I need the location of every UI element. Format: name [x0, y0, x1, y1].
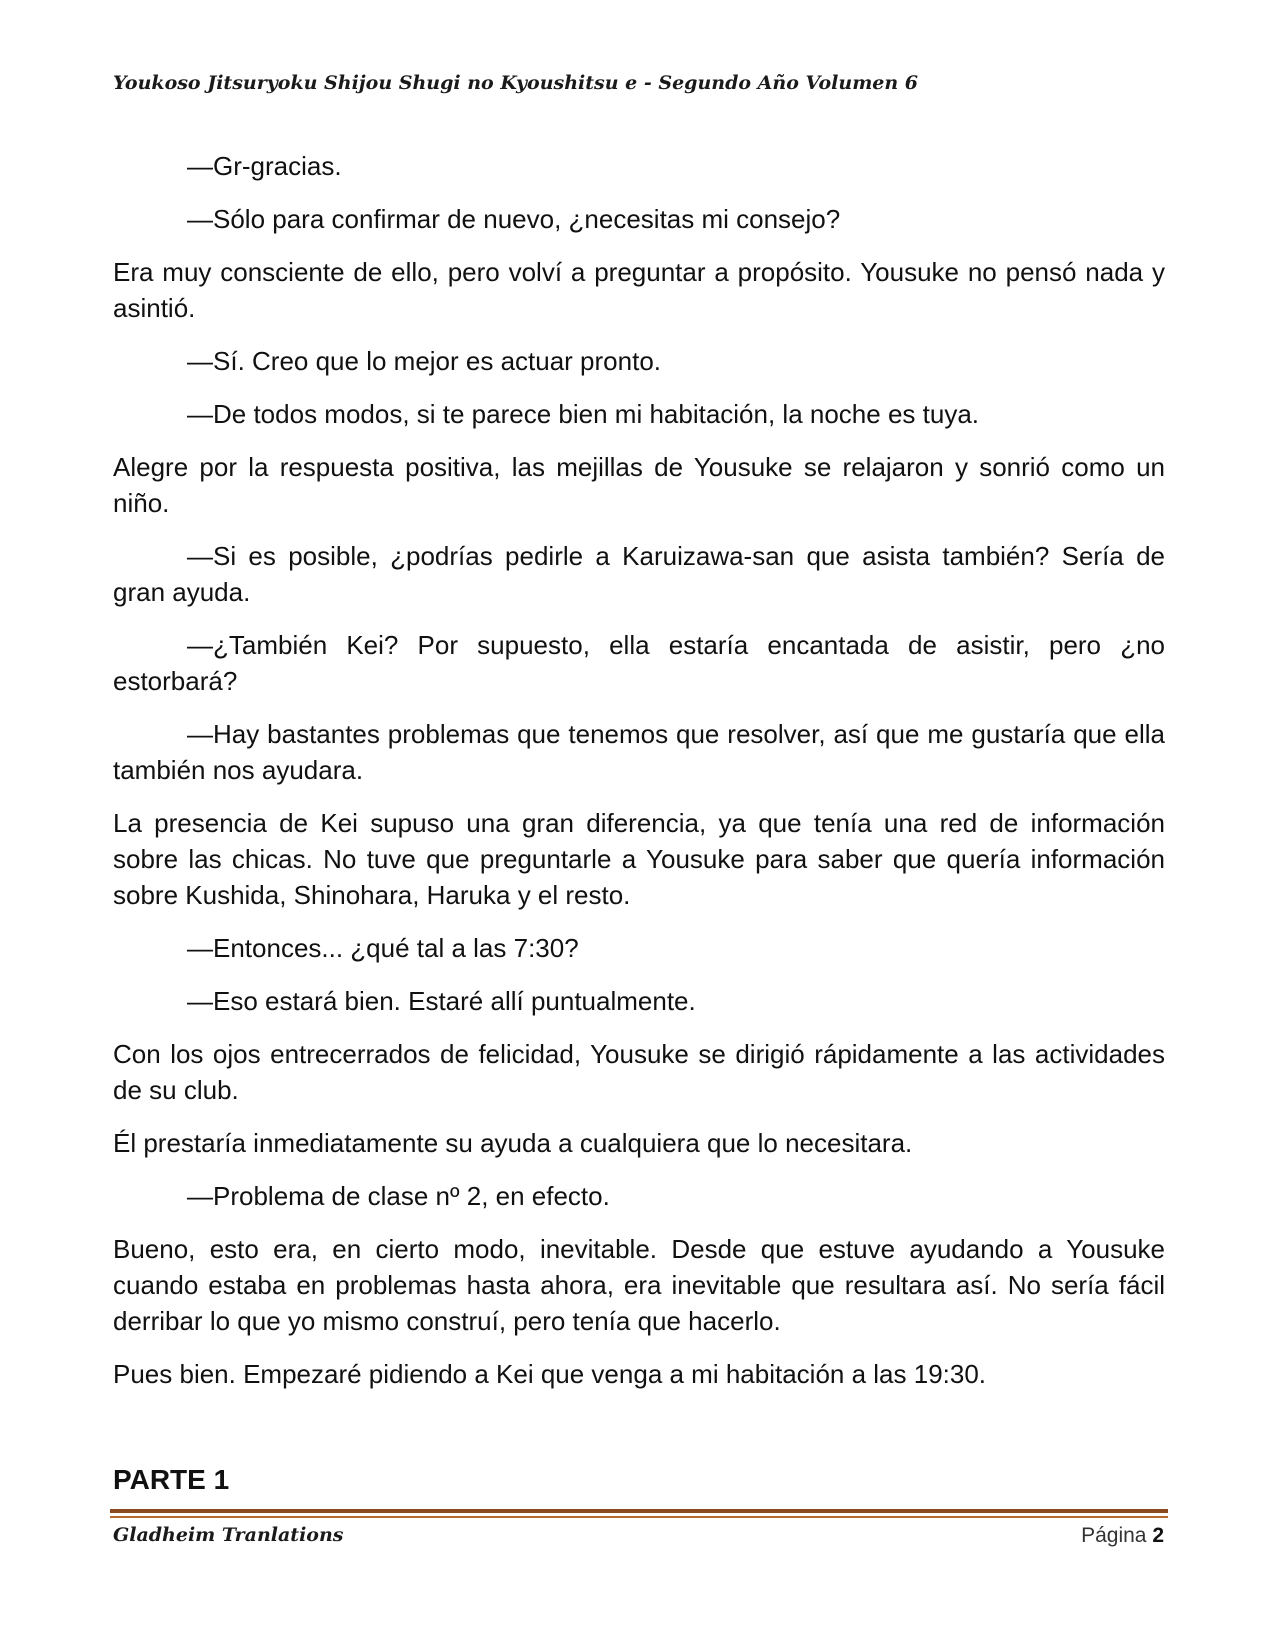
- section-heading: PARTE 1: [113, 1464, 230, 1495]
- paragraph-dialog: —Sí. Creo que lo mejor es actuar pronto.: [187, 346, 662, 376]
- footer-divider-thin: [110, 1516, 1168, 1518]
- paragraph-dialog: —Gr-gracias.: [187, 151, 342, 181]
- paragraph-dialog: —Hay bastantes problemas que tenemos que resolver, así que me gustaría que ella también nos ayudara.: [113, 719, 1165, 785]
- paragraph-narration: Alegre por la respuesta positiva, las mejillas de Yousuke se relajaron y sonrió como un niño.: [113, 452, 1165, 518]
- paragraph-dialog: —¿También Kei? Por supuesto, ella estaría encantada de asistir, pero ¿no estorbará?: [113, 630, 1165, 696]
- paragraph-dialog: —Eso estará bien. Estaré allí puntualmente.: [187, 986, 696, 1016]
- body-text: [113, 148, 1165, 1409]
- page-label: Página: [1081, 1524, 1147, 1547]
- paragraph-dialog: —Problema de clase nº 2, en efecto.: [187, 1181, 610, 1211]
- footer-divider-thick: [110, 1509, 1168, 1513]
- page-number: 2: [1152, 1524, 1164, 1547]
- paragraph-dialog: —De todos modos, si te parece bien mi habitación, la noche es tuya.: [187, 399, 979, 429]
- paragraph-narration: Bueno, esto era, en cierto modo, inevitable. Desde que estuve ayudando a Yousuke cuando estaba en problemas hasta ahora, era inevitable que resultara así. No sería fácil derribar lo que yo mismo construí, pero tenía que hacerlo.: [113, 1234, 1165, 1336]
- paragraph-dialog: —Sólo para confirmar de nuevo, ¿necesitas mi consejo?: [187, 204, 841, 234]
- running-header-title: Youkoso Jitsuryoku Shijou Shugi no Kyoushitsu e - Segundo Año Volumen 6: [113, 72, 919, 94]
- paragraph-dialog: —Si es posible, ¿podrías pedirle a Karuizawa-san que asista también? Sería de gran ayuda.: [113, 541, 1165, 607]
- paragraph-dialog: —Entonces... ¿qué tal a las 7:30?: [187, 933, 579, 963]
- page-number-footer: [1081, 1524, 1164, 1548]
- paragraph-narration: Él prestaría inmediatamente su ayuda a cualquiera que lo necesitara.: [113, 1128, 913, 1158]
- paragraph-narration: La presencia de Kei supuso una gran diferencia, ya que tenía una red de información sobre las chicas. No tuve que preguntarle a Yousuke para saber que quería información sobre Kushida, Shinohara, Haruka y el resto.: [113, 808, 1165, 910]
- paragraph-narration: Con los ojos entrecerrados de felicidad, Yousuke se dirigió rápidamente a las actividades de su club.: [113, 1039, 1165, 1105]
- footer-credit: Gladheim Tranlations: [113, 1524, 344, 1546]
- paragraph-narration: Pues bien. Empezaré pidiendo a Kei que venga a mi habitación a las 19:30.: [113, 1359, 987, 1389]
- paragraph-narration: Era muy consciente de ello, pero volví a preguntar a propósito. Yousuke no pensó nada y asintió.: [113, 257, 1165, 323]
